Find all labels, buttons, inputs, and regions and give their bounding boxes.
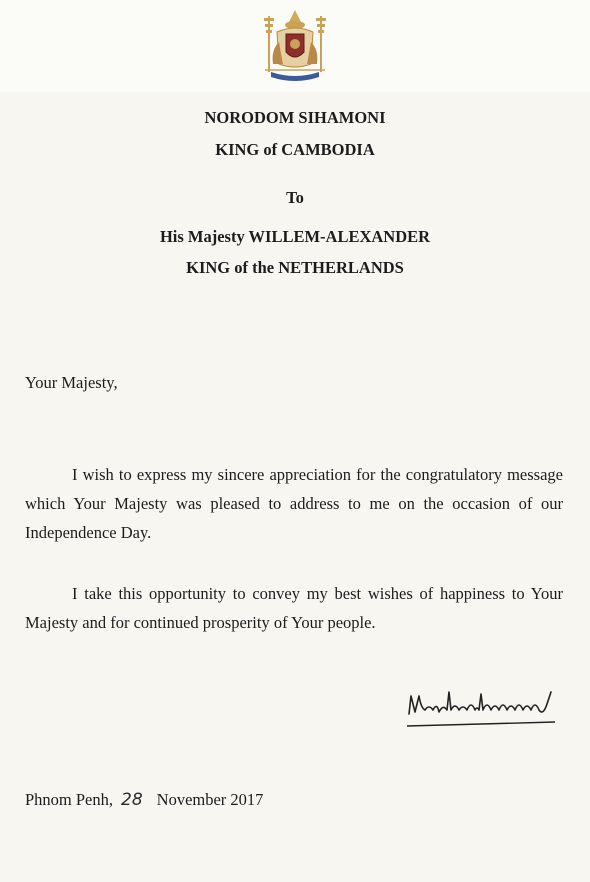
recipient-title: KING of the NETHERLANDS (186, 258, 404, 277)
sender-title: KING of CAMBODIA (215, 140, 375, 159)
to-label: To (286, 188, 304, 207)
sender-name: NORODOM SIHAMONI (204, 108, 386, 127)
body-paragraph-1: I wish to express my sincere appreciation for the congratulatory message which Your Majesty was pleased to address to me on the occasion of our Independence Day. (25, 465, 563, 542)
salutation: Your Majesty, (25, 373, 118, 392)
royal-crest-icon (255, 6, 335, 86)
handwritten-day: 28 (121, 790, 143, 810)
date-line (25, 790, 263, 810)
handwritten-signature (405, 686, 557, 732)
body-paragraph-2: I take this opportunity to convey my best wishes of happiness to Your Majesty and for continued prosperity of Your people. (25, 584, 563, 632)
recipient-name: His Majesty WILLEM-ALEXANDER (159, 227, 431, 246)
month-year-text: November 2017 (156, 790, 264, 809)
place-text: Phnom Penh, (25, 790, 114, 809)
